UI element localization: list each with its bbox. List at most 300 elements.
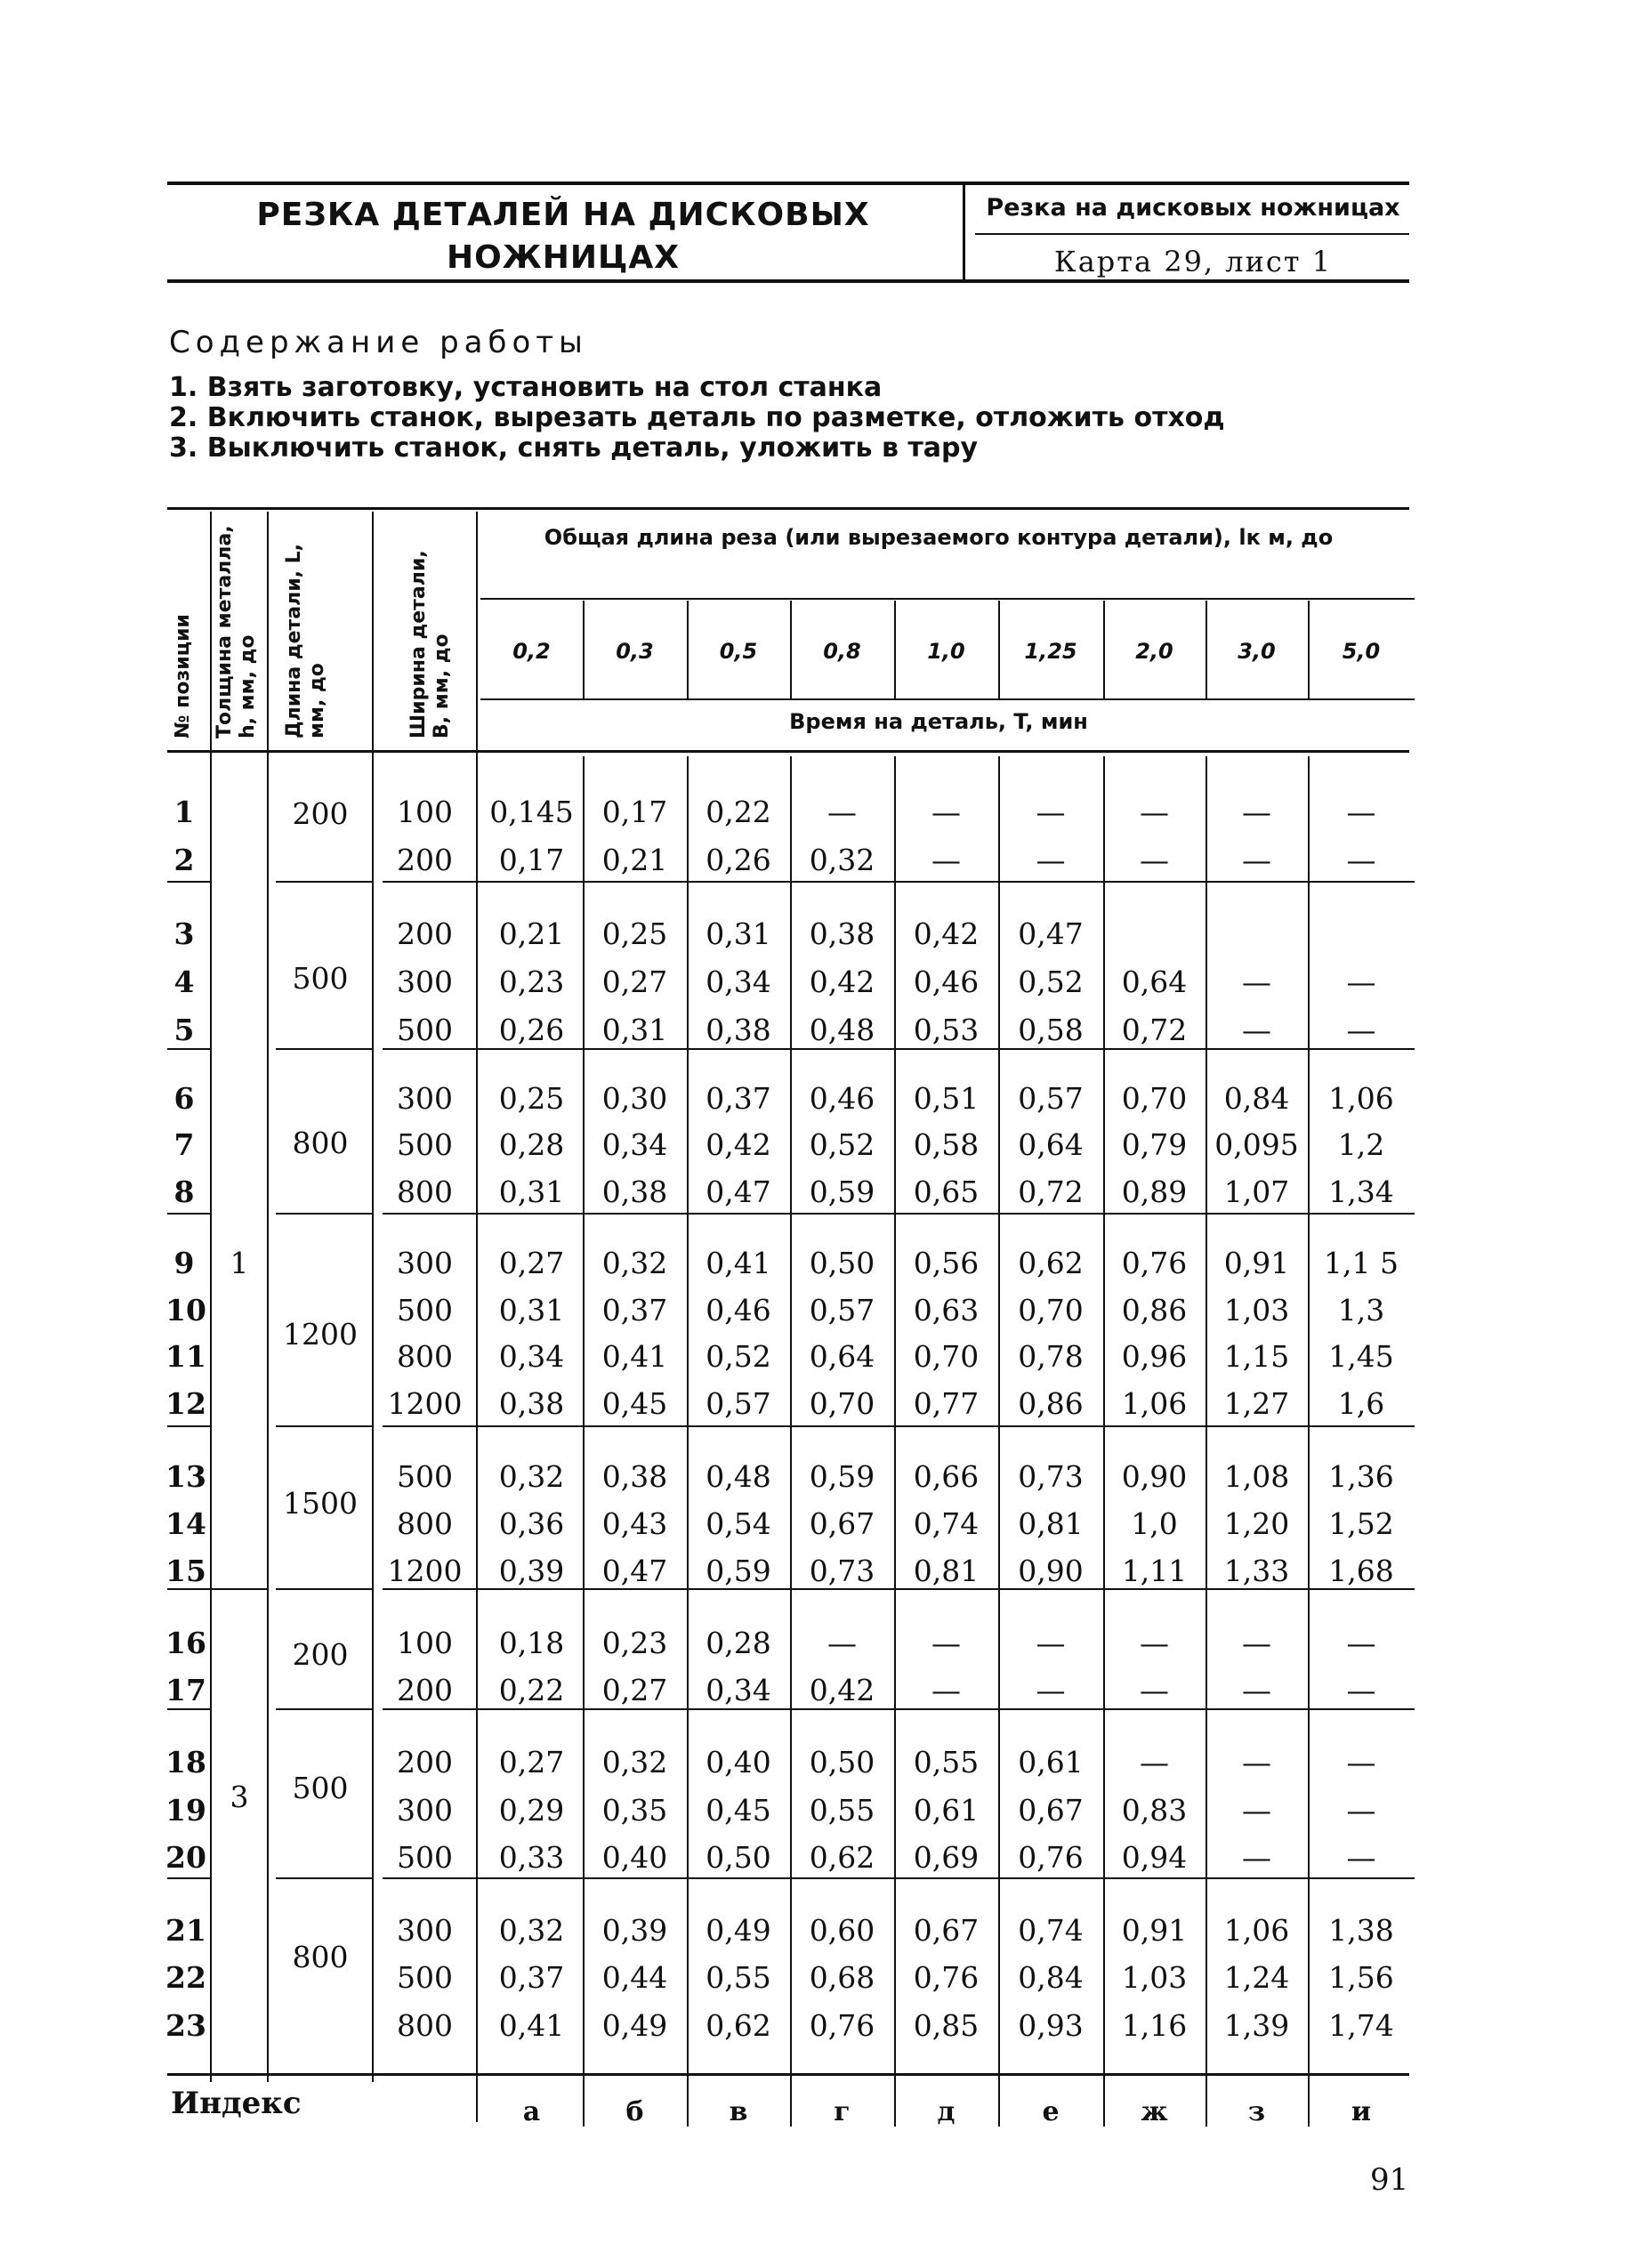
time-value: 0,91 xyxy=(1223,1246,1290,1280)
time-value: 0,81 xyxy=(913,1554,980,1588)
header-length: Длина детали, L, мм, до xyxy=(283,543,328,739)
time-value: 0,23 xyxy=(498,965,565,999)
time-value: 0,17 xyxy=(498,843,565,877)
width-value: 800 xyxy=(397,1339,453,1374)
index-letter: ж xyxy=(1141,2096,1168,2127)
width-value: 500 xyxy=(397,1013,453,1047)
time-value: 0,38 xyxy=(601,1174,668,1209)
time-value: 0,32 xyxy=(809,843,875,877)
time-value: 1,08 xyxy=(1223,1459,1290,1494)
group-separator xyxy=(383,1048,1415,1050)
width-value: 500 xyxy=(397,1127,453,1162)
time-value: 1,03 xyxy=(1121,1960,1188,1995)
length-value: 200 xyxy=(292,1637,349,1672)
time-value: 0,66 xyxy=(913,1459,980,1494)
time-value: 0,34 xyxy=(601,1127,668,1162)
time-value: — xyxy=(1346,965,1376,999)
time-value: 0,67 xyxy=(1018,1793,1084,1828)
time-value: 0,94 xyxy=(1121,1840,1188,1875)
group-separator xyxy=(383,1877,1415,1879)
time-value: 0,32 xyxy=(498,1913,565,1948)
time-value: — xyxy=(1346,1840,1376,1875)
time-value: 0,48 xyxy=(809,1013,875,1047)
width-value: 200 xyxy=(397,1673,453,1707)
time-value: 1,06 xyxy=(1328,1081,1394,1116)
group-separator xyxy=(167,1213,212,1215)
header-cut-length: Общая длина реза (или вырезаемого контура детали), lк м, до xyxy=(544,525,1334,550)
time-value: 0,58 xyxy=(1018,1013,1084,1047)
time-value: 0,86 xyxy=(1121,1293,1188,1328)
vline-position xyxy=(210,512,212,2082)
position-number: 17 xyxy=(165,1673,206,1707)
time-value: 0,64 xyxy=(1018,1127,1084,1162)
time-value: 1,3 xyxy=(1337,1293,1385,1328)
time-value: 0,31 xyxy=(498,1293,565,1328)
time-value: 0,91 xyxy=(1121,1913,1188,1948)
time-value: 0,73 xyxy=(809,1554,875,1588)
group-separator xyxy=(276,1708,372,1710)
width-value: 200 xyxy=(397,1745,453,1780)
time-value: 1,39 xyxy=(1223,2008,1290,2043)
time-value: — xyxy=(1140,1673,1169,1707)
time-value: 0,50 xyxy=(706,1840,771,1875)
time-value: — xyxy=(1242,1013,1271,1047)
time-value: 0,30 xyxy=(601,1081,668,1116)
time-value: 0,61 xyxy=(1018,1745,1084,1780)
index-label: Индекс xyxy=(171,2086,302,2121)
time-value: 0,44 xyxy=(601,1960,668,1995)
time-value: 1,03 xyxy=(1223,1293,1290,1328)
time-value: 0,64 xyxy=(1121,965,1188,999)
group-separator xyxy=(276,881,372,883)
position-number: 13 xyxy=(165,1459,206,1494)
column-header: 3,0 xyxy=(1238,639,1276,664)
time-value: 1,1 5 xyxy=(1324,1246,1399,1280)
table-top-rule xyxy=(167,507,1409,510)
time-value: 0,70 xyxy=(1018,1293,1084,1328)
time-value: 1,07 xyxy=(1223,1174,1290,1209)
time-value: 0,31 xyxy=(601,1013,668,1047)
time-value: — xyxy=(1140,843,1169,877)
time-value: 0,57 xyxy=(706,1386,771,1421)
vline-data xyxy=(894,601,896,698)
width-value: 1200 xyxy=(387,1386,463,1421)
position-number: 12 xyxy=(165,1386,206,1421)
time-value: — xyxy=(1140,1626,1169,1660)
column-header: 0,8 xyxy=(823,639,861,664)
time-value: 0,41 xyxy=(498,2008,565,2043)
group-separator xyxy=(276,1877,372,1879)
time-value: 1,2 xyxy=(1337,1127,1385,1162)
time-value: 0,55 xyxy=(913,1745,980,1780)
width-value: 100 xyxy=(397,795,453,829)
time-value: 1,36 xyxy=(1328,1459,1394,1494)
time-value: 0,83 xyxy=(1121,1793,1188,1828)
width-value: 300 xyxy=(397,1081,453,1116)
position-number: 9 xyxy=(173,1246,195,1280)
time-value: 0,52 xyxy=(1018,965,1084,999)
column-header: 2,0 xyxy=(1135,639,1173,664)
time-value: 0,17 xyxy=(601,795,668,829)
width-value: 200 xyxy=(397,916,453,951)
vline-data xyxy=(1308,601,1310,698)
group-separator xyxy=(276,1213,372,1215)
time-value: — xyxy=(1346,843,1376,877)
time-value: 0,59 xyxy=(706,1554,771,1588)
length-value: 200 xyxy=(292,796,349,831)
time-value: 1,11 xyxy=(1121,1554,1188,1588)
time-value: 0,32 xyxy=(601,1745,668,1780)
time-value: 0,90 xyxy=(1121,1459,1188,1494)
time-value: 0,84 xyxy=(1018,1960,1084,1995)
width-value: 300 xyxy=(397,1793,453,1828)
time-value: 0,34 xyxy=(706,1673,771,1707)
time-value: 0,53 xyxy=(913,1013,980,1047)
time-value: 0,81 xyxy=(1018,1506,1084,1541)
position-number: 21 xyxy=(165,1913,206,1948)
vline-data xyxy=(1206,601,1207,698)
time-value: 0,21 xyxy=(498,916,565,951)
time-value: 1,68 xyxy=(1328,1554,1394,1588)
time-value: 0,57 xyxy=(809,1293,875,1328)
width-value: 500 xyxy=(397,1293,453,1328)
length-value: 800 xyxy=(292,1126,349,1160)
work-step: 1. Взять заготовку, установить на стол станка xyxy=(169,372,883,403)
time-value: 0,41 xyxy=(706,1246,771,1280)
time-value: 0,45 xyxy=(706,1793,771,1828)
time-value: 0,54 xyxy=(706,1506,771,1541)
time-value: 0,93 xyxy=(1018,2008,1084,2043)
time-value: 0,26 xyxy=(498,1013,565,1047)
time-value: 0,51 xyxy=(913,1081,980,1116)
time-value: — xyxy=(1036,795,1066,829)
time-value: 0,42 xyxy=(913,916,980,951)
position-number: 2 xyxy=(173,843,195,877)
column-header: 0,5 xyxy=(719,639,758,664)
position-number: 20 xyxy=(165,1840,206,1875)
time-value: 0,70 xyxy=(809,1386,875,1421)
group-separator xyxy=(167,1877,212,1879)
group-separator xyxy=(383,1708,1415,1710)
time-value: 0,37 xyxy=(706,1081,771,1116)
time-value: 0,37 xyxy=(498,1960,565,1995)
time-value: 0,86 xyxy=(1018,1386,1084,1421)
time-value: 0,49 xyxy=(601,2008,668,2043)
time-value: 1,06 xyxy=(1223,1913,1290,1948)
time-value: — xyxy=(1140,1745,1169,1780)
time-value: 1,15 xyxy=(1223,1339,1290,1374)
vline-width xyxy=(476,512,478,2122)
vline-thickness xyxy=(267,512,269,2082)
length-value: 500 xyxy=(292,961,349,996)
group-separator xyxy=(167,1708,212,1710)
group-separator xyxy=(167,1588,212,1590)
index-top-rule xyxy=(167,2073,1409,2076)
time-value: 0,58 xyxy=(913,1127,980,1162)
time-value: 0,38 xyxy=(601,1459,668,1494)
index-letter: з xyxy=(1247,2096,1266,2127)
time-value: 0,39 xyxy=(498,1554,565,1588)
time-value: 0,70 xyxy=(1121,1081,1188,1116)
column-header: 0,2 xyxy=(512,639,551,664)
time-value: 0,85 xyxy=(913,2008,980,2043)
time-value: 0,55 xyxy=(706,1960,771,1995)
time-value: 1,56 xyxy=(1328,1960,1394,1995)
time-value: 0,40 xyxy=(706,1745,771,1780)
time-value: 0,42 xyxy=(809,1673,875,1707)
time-value: 1,52 xyxy=(1328,1506,1394,1541)
group-separator xyxy=(276,1048,372,1050)
time-value: 0,47 xyxy=(601,1554,668,1588)
width-value: 500 xyxy=(397,1960,453,1995)
width-value: 800 xyxy=(397,1506,453,1541)
thickness-separator xyxy=(212,1588,267,1590)
work-step: 3. Выключить станок, снять деталь, уложить в тару xyxy=(169,432,979,464)
time-value: — xyxy=(1242,1793,1271,1828)
time-value: 0,89 xyxy=(1121,1174,1188,1209)
vline-data xyxy=(687,601,689,698)
time-value: 0,42 xyxy=(809,965,875,999)
width-value: 200 xyxy=(397,843,453,877)
header-time: Время на деталь, T, мин xyxy=(789,709,1088,734)
time-value: 0,52 xyxy=(809,1127,875,1162)
column-header: 5,0 xyxy=(1342,639,1381,664)
group-separator xyxy=(167,881,212,883)
time-value: 0,72 xyxy=(1121,1013,1188,1047)
time-value: 0,25 xyxy=(498,1081,565,1116)
time-value: — xyxy=(931,1626,961,1660)
time-value: 1,20 xyxy=(1223,1506,1290,1541)
time-value: 0,76 xyxy=(1121,1246,1188,1280)
time-value: 0,21 xyxy=(601,843,668,877)
index-letter: и xyxy=(1351,2096,1372,2127)
width-value: 300 xyxy=(397,965,453,999)
time-value: 0,76 xyxy=(1018,1840,1084,1875)
time-value: 1,34 xyxy=(1328,1174,1394,1209)
column-header: 0,3 xyxy=(616,639,654,664)
width-value: 800 xyxy=(397,2008,453,2043)
column-header: 1,25 xyxy=(1024,639,1077,664)
title-line-1: РЕЗКА ДЕТАЛЕЙ НА ДИСКОВЫХ xyxy=(256,197,870,233)
time-value: — xyxy=(1346,795,1376,829)
time-value: — xyxy=(1036,1626,1066,1660)
time-value: 1,38 xyxy=(1328,1913,1394,1948)
time-value: 1,16 xyxy=(1121,2008,1188,2043)
time-value: 0,18 xyxy=(498,1626,565,1660)
columns-header-rule xyxy=(480,698,1415,700)
index-letter: в xyxy=(729,2096,748,2127)
header-position: № позиции xyxy=(172,614,194,739)
column-header: 1,0 xyxy=(927,639,965,664)
page-number: 91 xyxy=(1370,2162,1409,2198)
time-value: — xyxy=(1036,843,1066,877)
time-value: 0,25 xyxy=(601,916,668,951)
width-value: 800 xyxy=(397,1174,453,1209)
time-value: 0,73 xyxy=(1018,1459,1084,1494)
width-value: 100 xyxy=(397,1626,453,1660)
length-value: 1500 xyxy=(283,1486,358,1521)
position-number: 23 xyxy=(165,2008,206,2043)
time-value: 0,47 xyxy=(706,1174,771,1209)
time-value: 0,32 xyxy=(498,1459,565,1494)
time-value: 0,90 xyxy=(1018,1554,1084,1588)
title-line-2: НОЖНИЦАХ xyxy=(446,239,681,276)
time-value: 0,68 xyxy=(809,1960,875,1995)
time-value: — xyxy=(1242,1626,1271,1660)
vline-data xyxy=(583,601,585,698)
position-number: 15 xyxy=(165,1554,206,1588)
header-thickness: Толщина металла, h, мм, до xyxy=(214,525,259,739)
length-value: 500 xyxy=(292,1771,349,1805)
time-value: — xyxy=(827,1626,857,1660)
index-letter: б xyxy=(625,2096,644,2127)
time-value: — xyxy=(931,843,961,877)
time-value: 0,32 xyxy=(601,1246,668,1280)
width-value: 1200 xyxy=(387,1554,463,1588)
time-value: 1,06 xyxy=(1121,1386,1188,1421)
position-number: 5 xyxy=(173,1013,195,1047)
time-value: — xyxy=(1242,1745,1271,1780)
time-value: 0,26 xyxy=(706,843,771,877)
time-value: 0,47 xyxy=(1018,916,1084,951)
time-value: 0,59 xyxy=(809,1459,875,1494)
time-value: — xyxy=(827,795,857,829)
header-bottom-rule xyxy=(167,750,1409,753)
time-value: 0,62 xyxy=(706,2008,771,2043)
time-value: 1,0 xyxy=(1131,1506,1178,1541)
time-value: — xyxy=(1346,1745,1376,1780)
time-value: 0,27 xyxy=(498,1745,565,1780)
position-number: 14 xyxy=(165,1506,206,1541)
time-value: 0,46 xyxy=(809,1081,875,1116)
time-value: 0,43 xyxy=(601,1506,668,1541)
group-separator xyxy=(383,881,1415,883)
time-value: 0,50 xyxy=(809,1246,875,1280)
position-number: 8 xyxy=(173,1174,195,1209)
work-step: 2. Включить станок, вырезать деталь по разметке, отложить отход xyxy=(169,402,1225,433)
time-value: — xyxy=(1242,965,1271,999)
time-value: 0,39 xyxy=(601,1913,668,1948)
time-value: 0,23 xyxy=(601,1626,668,1660)
time-value: 0,48 xyxy=(706,1459,771,1494)
group-separator xyxy=(276,1425,372,1427)
time-value: — xyxy=(1036,1673,1066,1707)
time-value: 0,59 xyxy=(809,1174,875,1209)
time-value: — xyxy=(1346,1673,1376,1707)
time-value: 0,34 xyxy=(498,1339,565,1374)
time-value: 0,28 xyxy=(498,1127,565,1162)
time-value: 0,60 xyxy=(809,1913,875,1948)
length-value: 800 xyxy=(292,1940,349,1974)
group-separator xyxy=(167,1425,212,1427)
width-value: 300 xyxy=(397,1913,453,1948)
time-value: 0,38 xyxy=(706,1013,771,1047)
time-value: 0,40 xyxy=(601,1840,668,1875)
time-value: 0,27 xyxy=(498,1246,565,1280)
card-number: Карта 29, лист 1 xyxy=(1053,245,1333,278)
width-value: 300 xyxy=(397,1246,453,1280)
time-value: 0,27 xyxy=(601,965,668,999)
width-value: 500 xyxy=(397,1459,453,1494)
time-value: 1,33 xyxy=(1223,1554,1290,1588)
time-value: — xyxy=(931,795,961,829)
time-value: 0,31 xyxy=(706,916,771,951)
time-value: 0,52 xyxy=(706,1339,771,1374)
time-value: 0,41 xyxy=(601,1339,668,1374)
time-value: 0,22 xyxy=(498,1673,565,1707)
time-value: 0,35 xyxy=(601,1793,668,1828)
time-value: 0,46 xyxy=(706,1293,771,1328)
index-letter: г xyxy=(834,2096,851,2127)
group-separator xyxy=(383,1588,1415,1590)
index-letter: д xyxy=(937,2096,956,2127)
time-value: 0,76 xyxy=(913,1960,980,1995)
time-value: 0,49 xyxy=(706,1913,771,1948)
header-width: Ширина детали, B, мм, до xyxy=(407,550,453,739)
position-number: 10 xyxy=(165,1293,206,1328)
time-value: 0,61 xyxy=(913,1793,980,1828)
position-number: 3 xyxy=(173,916,195,951)
group-separator xyxy=(167,1048,212,1050)
index-letter: а xyxy=(522,2096,541,2127)
time-value: 0,57 xyxy=(1018,1081,1084,1116)
group-separator xyxy=(383,1213,1415,1215)
time-value: — xyxy=(1346,1013,1376,1047)
time-value: — xyxy=(1242,795,1271,829)
time-value: 0,63 xyxy=(913,1293,980,1328)
time-value: 0,42 xyxy=(706,1127,771,1162)
time-value: 0,34 xyxy=(706,965,771,999)
time-value: 0,74 xyxy=(1018,1913,1084,1948)
position-number: 11 xyxy=(165,1339,206,1374)
time-value: 0,46 xyxy=(913,965,980,999)
time-value: 0,78 xyxy=(1018,1339,1084,1374)
time-value: 0,27 xyxy=(601,1673,668,1707)
group-separator xyxy=(276,1588,372,1590)
time-value: 0,67 xyxy=(809,1506,875,1541)
position-number: 6 xyxy=(173,1081,195,1116)
span-header-rule xyxy=(480,598,1415,600)
time-value: 0,45 xyxy=(601,1386,668,1421)
time-value: 0,33 xyxy=(498,1840,565,1875)
operation-title: Резка на дисковых ножницах xyxy=(986,194,1400,222)
thickness-value: 1 xyxy=(230,1246,249,1280)
time-value: 0,70 xyxy=(913,1339,980,1374)
time-value: — xyxy=(1242,1840,1271,1875)
time-value: 0,38 xyxy=(809,916,875,951)
time-value: 1,74 xyxy=(1328,2008,1394,2043)
length-value: 1200 xyxy=(283,1317,358,1352)
time-value: 0,96 xyxy=(1121,1339,1188,1374)
work-content-title: Содержание работы xyxy=(169,325,588,360)
time-value: — xyxy=(931,1673,961,1707)
vline-data xyxy=(790,601,792,698)
time-value: 0,28 xyxy=(706,1626,771,1660)
time-value: 0,095 xyxy=(1214,1127,1299,1162)
time-value: 0,76 xyxy=(809,2008,875,2043)
time-value: 0,74 xyxy=(913,1506,980,1541)
time-value: 0,22 xyxy=(706,795,771,829)
time-value: 0,31 xyxy=(498,1174,565,1209)
time-value: 0,56 xyxy=(913,1246,980,1280)
time-value: 0,50 xyxy=(809,1745,875,1780)
position-number: 7 xyxy=(173,1127,195,1162)
time-value: 0,84 xyxy=(1223,1081,1290,1116)
time-value: 0,37 xyxy=(601,1293,668,1328)
time-value: 1,45 xyxy=(1328,1339,1394,1374)
time-value: 0,38 xyxy=(498,1386,565,1421)
time-value: 1,6 xyxy=(1337,1386,1385,1421)
